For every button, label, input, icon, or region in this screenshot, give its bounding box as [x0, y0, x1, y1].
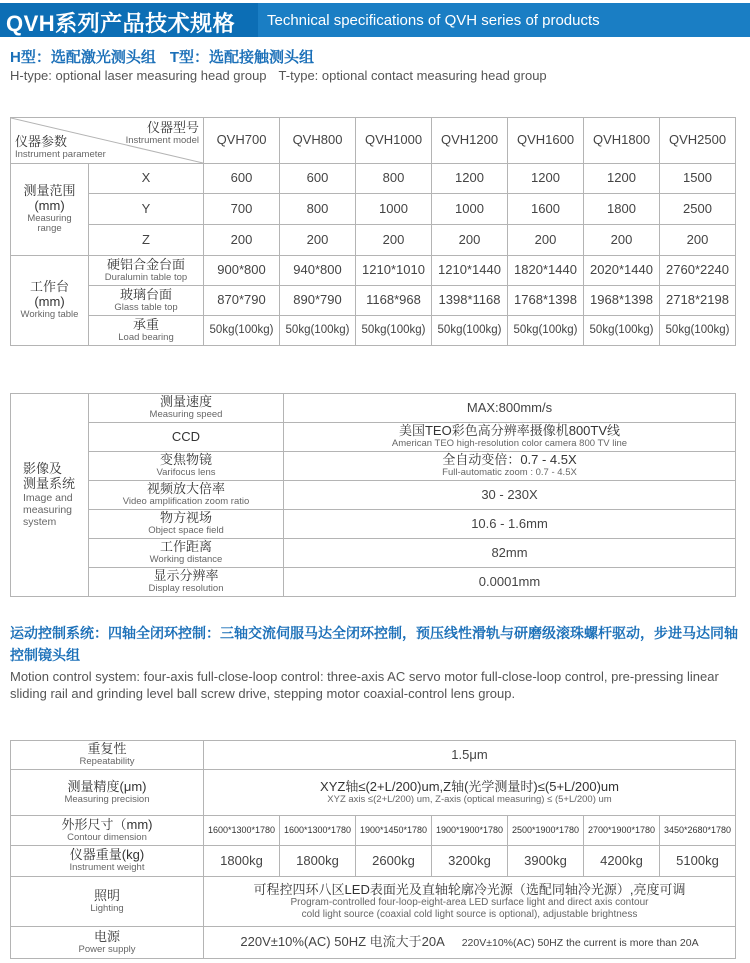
axis-label: Z	[89, 225, 204, 256]
row-label: 仪器重量(kg) Instrument weight	[11, 846, 204, 877]
power-value-cn: 220V±10%(AC) 50HZ 电流大于20A	[240, 934, 445, 950]
table-cell: 1600	[508, 194, 584, 225]
table-cell: 1900*1900*1780	[432, 816, 508, 846]
model-header: QVH700	[204, 118, 280, 164]
table-cell: 2500	[660, 194, 736, 225]
table-cell: 1768*1398	[508, 286, 584, 316]
title-box	[0, 3, 258, 37]
table-corner	[11, 118, 204, 164]
table-cell: 200	[508, 225, 584, 256]
table-cell: 1398*1168	[432, 286, 508, 316]
row-label: 视频放大倍率 Video amplification zoom ratio	[89, 481, 284, 510]
table-cell: 1000	[432, 194, 508, 225]
table-cell: 1200	[432, 164, 508, 194]
table-cell: 1800	[584, 194, 660, 225]
range-group-label: 测量范围 (mm) Measuring range	[11, 164, 89, 256]
table-cell: 890*790	[280, 286, 356, 316]
row-label: 测量速度 Measuring speed	[89, 394, 284, 423]
table-cell: 940*800	[280, 256, 356, 286]
spec-value: 可程控四环八区LED表面光及直轴轮廓冷光源（选配同轴冷光源）,亮度可调 Program-controlled four-loop-eight-area LED surface light and direct axis contour cold light source (coaxial cold light source is optional), adjustable brightness	[204, 877, 736, 927]
model-header: QVH1600	[508, 118, 584, 164]
model-header: QVH1000	[356, 118, 432, 164]
model-label-en: Instrument model	[125, 134, 199, 146]
spec-value	[204, 927, 736, 959]
spec-value: 0.0001mm	[284, 568, 736, 597]
table-cell: 1900*1450*1780	[356, 816, 432, 846]
model-header: QVH1800	[584, 118, 660, 164]
table-cell: 50kg(100kg)	[432, 316, 508, 346]
t-type-cn: T型：选配接触测头组	[169, 49, 315, 66]
table-cell: 200	[660, 225, 736, 256]
table-group-label: 工作台 (mm) Working table	[11, 256, 89, 346]
spec-table-general	[10, 740, 736, 959]
table-cell: 1168*968	[356, 286, 432, 316]
table-cell: 1000	[356, 194, 432, 225]
table-cell: 1800kg	[204, 846, 280, 877]
head-type-en	[10, 68, 559, 83]
model-header: QVH800	[280, 118, 356, 164]
title-cn: QVH系列产品技术规格	[6, 11, 236, 36]
table-cell: 1600*1300*1780	[204, 816, 280, 846]
row-label: 工作距离 Working distance	[89, 539, 284, 568]
table-cell: 600	[280, 164, 356, 194]
table-cell: 1800kg	[280, 846, 356, 877]
spec-value: 美国TEO彩色高分辨率摄像机800TV线 American TEO high-resolution color camera 800 TV line	[284, 423, 736, 452]
row-label: 重复性 Repeatability	[11, 741, 204, 770]
table-cell: 1968*1398	[584, 286, 660, 316]
row-label: 物方视场 Object space field	[89, 510, 284, 539]
spec-value: 1.5μm	[204, 741, 736, 770]
spec-value: 10.6 - 1.6mm	[284, 510, 736, 539]
table-cell: 200	[584, 225, 660, 256]
row-label: 承重 Load bearing	[89, 316, 204, 346]
table-cell: 600	[204, 164, 280, 194]
table-cell: 2760*2240	[660, 256, 736, 286]
spec-value: 30 - 230X	[284, 481, 736, 510]
spec-value: 82mm	[284, 539, 736, 568]
table-cell: 3200kg	[432, 846, 508, 877]
table-cell: 1210*1440	[432, 256, 508, 286]
table-cell: 2020*1440	[584, 256, 660, 286]
row-label: 变焦物镜 Varifocus lens	[89, 452, 284, 481]
model-label-cn: 仪器型号	[146, 120, 199, 135]
table-cell: 800	[356, 164, 432, 194]
row-label: CCD	[89, 423, 284, 452]
title-banner	[0, 3, 750, 37]
table-cell: 50kg(100kg)	[204, 316, 280, 346]
row-label: 电源 Power supply	[11, 927, 204, 959]
table-cell: 2700*1900*1780	[584, 816, 660, 846]
table-cell: 50kg(100kg)	[584, 316, 660, 346]
table-cell: 3450*2680*1780	[660, 816, 736, 846]
table-cell: 1600*1300*1780	[280, 816, 356, 846]
table-cell: 2500*1900*1780	[508, 816, 584, 846]
spec-value: MAX:800mm/s	[284, 394, 736, 423]
table-cell: 870*790	[204, 286, 280, 316]
table-cell: 800	[280, 194, 356, 225]
table-cell: 200	[204, 225, 280, 256]
t-type-en: T-type: optional contact measuring head group	[278, 68, 547, 83]
table-cell: 50kg(100kg)	[356, 316, 432, 346]
title-en: Technical specifications of QVH series of products	[267, 12, 600, 29]
h-type-en: H-type: optional laser measuring head group	[10, 68, 267, 83]
table-cell: 900*800	[204, 256, 280, 286]
table-cell: 1210*1010	[356, 256, 432, 286]
motion-control-en: Motion control system: four-axis full-close-loop control: three-axis AC servo motor full-close-loop control, pre-pressing linear sliding rail and grinding level ball screw drive, stepping motor coaxial-control lens group.	[10, 669, 719, 701]
spec-value: XYZ轴≤(2+L/200)um,Z轴(光学测量时)≤(5+L/200)um XYZ axis ≤(2+L/200) um, Z-axis (optical measuring) ≤ (5+L/200) um	[204, 770, 736, 816]
image-system-group-label: 影像及 测量系统 Image and measuring system	[11, 394, 89, 597]
spec-table-image-system	[10, 393, 736, 597]
spec-table-models	[10, 117, 736, 346]
row-label: 照明 Lighting	[11, 877, 204, 927]
row-label: 显示分辨率 Display resolution	[89, 568, 284, 597]
table-cell: 200	[280, 225, 356, 256]
table-cell: 50kg(100kg)	[660, 316, 736, 346]
model-header: QVH2500	[660, 118, 736, 164]
table-cell: 1820*1440	[508, 256, 584, 286]
table-cell: 2600kg	[356, 846, 432, 877]
motion-control-cn: 运动控制系统：四轴全闭环控制：三轴交流伺服马达全闭环控制，预压线性滑轨与研磨级滚珠螺杆驱动，步进马达同轴控制镜头组	[10, 625, 738, 663]
table-cell: 5100kg	[660, 846, 736, 877]
table-cell: 4200kg	[584, 846, 660, 877]
table-cell: 700	[204, 194, 280, 225]
table-cell: 2718*2198	[660, 286, 736, 316]
model-header: QVH1200	[432, 118, 508, 164]
table-cell: 50kg(100kg)	[280, 316, 356, 346]
head-type-cn	[10, 46, 328, 67]
axis-label: X	[89, 164, 204, 194]
table-cell: 1500	[660, 164, 736, 194]
power-value-en: 220V±10%(AC) 50HZ the current is more than 20A	[461, 937, 699, 950]
row-label: 外形尺寸（mm) Contour dimension	[11, 816, 204, 846]
row-label: 玻璃台面 Glass table top	[89, 286, 204, 316]
row-label: 测量精度(μm) Measuring precision	[11, 770, 204, 816]
param-label-en: Instrument parameter	[15, 149, 106, 161]
table-cell: 3900kg	[508, 846, 584, 877]
table-cell: 200	[356, 225, 432, 256]
h-type-cn: H型：选配激光测头组	[10, 49, 156, 66]
table-cell: 1200	[508, 164, 584, 194]
row-label: 硬铝合金台面 Duralumin table top	[89, 256, 204, 286]
table-cell: 200	[432, 225, 508, 256]
axis-label: Y	[89, 194, 204, 225]
table-cell: 1200	[584, 164, 660, 194]
spec-value: 全自动变倍：0.7 - 4.5X Full-automatic zoom : 0.7 - 4.5X	[284, 452, 736, 481]
param-label-cn: 仪器参数	[15, 134, 68, 150]
table-cell: 50kg(100kg)	[508, 316, 584, 346]
